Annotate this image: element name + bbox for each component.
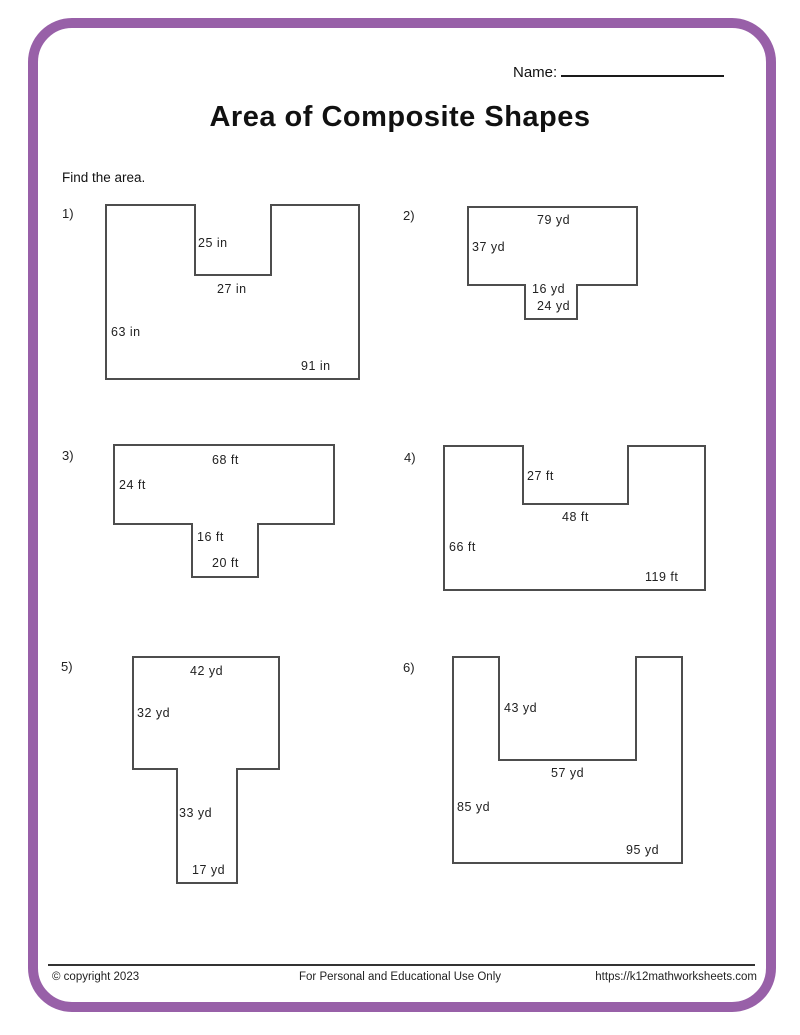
shape-5-outline: [133, 657, 279, 883]
dimension-label: 27 ft: [527, 469, 554, 483]
dimension-label: 24 ft: [119, 478, 146, 492]
problem-number-2: 2): [403, 208, 415, 223]
problem-number-3: 3): [62, 448, 74, 463]
dimension-label: 42 yd: [190, 664, 224, 678]
footer-divider: [48, 964, 755, 966]
dimension-label: 48 ft: [562, 510, 589, 524]
dimension-label: 63 in: [111, 325, 141, 339]
name-label: Name:: [513, 64, 558, 81]
dimension-label: 57 yd: [551, 766, 585, 780]
dimension-label: 33 yd: [179, 806, 213, 820]
dimension-label: 37 yd: [472, 240, 506, 254]
dimension-label: 32 yd: [137, 706, 171, 720]
footer-usage-text: For Personal and Educational Use Only: [299, 971, 501, 983]
dimension-label: 17 yd: [192, 863, 226, 877]
problem-number-4: 4): [404, 450, 416, 465]
dimension-label: 16 yd: [532, 282, 566, 296]
dimension-label: 16 ft: [197, 530, 224, 544]
dimension-label: 85 yd: [457, 800, 491, 814]
shape-6-outline: [453, 657, 682, 863]
dimension-label: 66 ft: [449, 540, 476, 554]
dimension-label: 95 yd: [626, 843, 660, 857]
problem-number-6: 6): [403, 660, 415, 675]
dimension-label: 91 in: [301, 359, 331, 373]
dimension-label: 119 ft: [645, 570, 679, 584]
footer-copyright: © copyright 2023: [52, 971, 140, 983]
footer-website-link: https://k12mathworksheets.com: [595, 971, 757, 983]
page-title: Area of Composite Shapes: [209, 101, 591, 133]
dimension-label: 25 in: [198, 236, 228, 250]
instruction-text: Find the area.: [62, 170, 146, 185]
dimension-label: 20 ft: [212, 556, 239, 570]
dimension-label: 24 yd: [537, 299, 571, 313]
dimension-label: 68 ft: [212, 453, 239, 467]
dimension-label: 79 yd: [537, 213, 571, 227]
dimension-label: 27 in: [217, 282, 247, 296]
problem-number-5: 5): [61, 659, 73, 674]
problem-number-1: 1): [62, 206, 74, 221]
dimension-label: 43 yd: [504, 701, 538, 715]
